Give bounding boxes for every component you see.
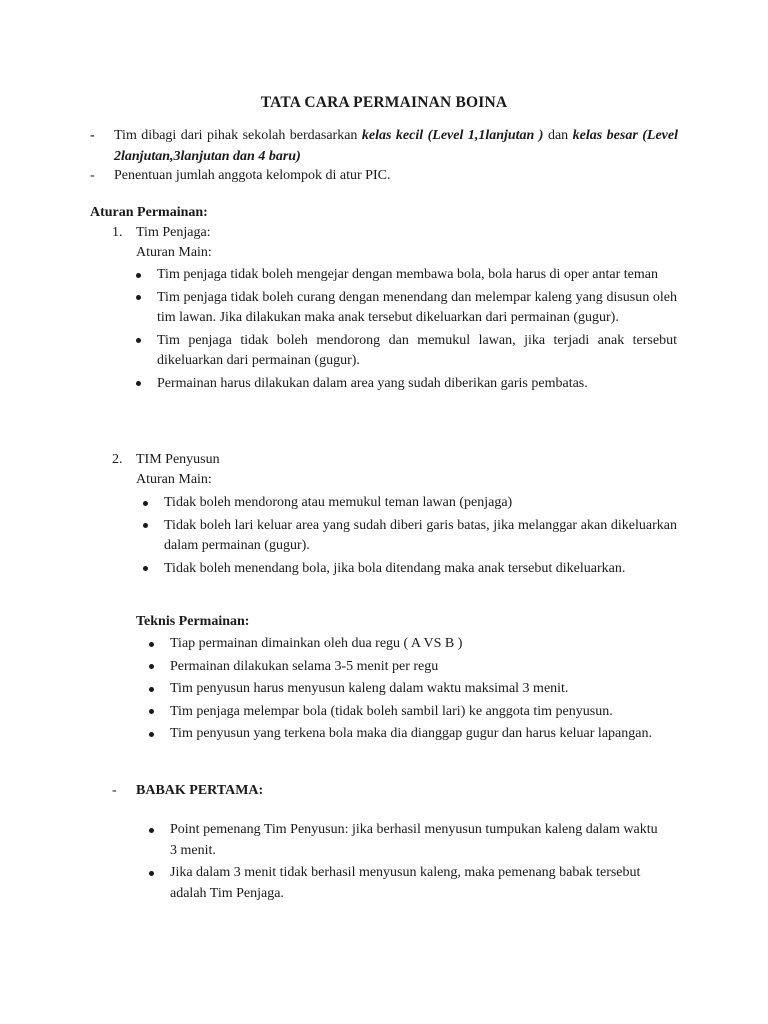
item-title: Tim Penjaga: [136,225,211,240]
list-item: Tim penjaga tidak boleh mengejar dengan membawa bola, bola harus di oper antar teman [157,265,677,286]
document-title: TATA CARA PERMAINAN BOINA [260,94,508,111]
item-subtitle: Aturan Main: [136,245,212,260]
dash-marker: - [90,168,95,183]
intro-text: Tim dibagi dari pihak sekolah berdasarkan [114,128,362,143]
item-number: 1. [112,225,123,240]
dash-marker: - [90,128,95,143]
bullet-icon [136,338,141,343]
dash-marker: - [112,783,117,798]
list-item: Tim penyusun yang terkena bola maka dia dianggap gugur dan harus keluar lapangan. [170,724,677,745]
bullet-icon [149,642,154,647]
list-item: Point pemenang Tim Penyusun: jika berhasil menyusun tumpukan kaleng dalam waktu 3 menit. [170,820,660,861]
list-item: Jika dalam 3 menit tidak berhasil menyusun kaleng, maka pemenang babak tersebut adalah Tim Penjaga. [170,863,660,904]
bullet-icon [149,828,154,833]
intro-emphasis-large-class: kelas besar (Level 2lanjutan,3lanjutan dan 4 baru) [114,128,678,164]
item-number: 2. [112,452,123,467]
rules-item-builder-team [112,452,220,468]
bullet-icon [149,664,154,669]
bullet-icon [143,523,148,528]
item-title: TIM Penyusun [136,452,220,467]
list-item: Tim penjaga melempar bola (tidak boleh sambil lari) ke anggota tim penyusun. [170,702,677,723]
list-item: Tim penjaga tidak boleh curang dengan menendang dan melempar kaleng yang disusun oleh tim lawan. Jika dilakukan maka anak tersebut dikeluarkan dari permainan (gugur). [157,288,677,329]
bullet-icon [136,381,141,386]
bullet-icon [143,566,148,571]
bullet-icon [149,732,154,737]
list-item: Permainan harus dilakukan dalam area yang sudah diberikan garis pembatas. [157,374,677,395]
bullet-icon [136,273,141,278]
bullet-icon [149,687,154,692]
list-item: Tiap permainan dimainkan oleh dua regu ( A VS B ) [170,634,677,655]
section-heading-technique: Teknis Permainan: [136,614,250,629]
list-item: Tidak boleh menendang bola, jika bola ditendang maka anak tersebut dikeluarkan. [164,559,677,580]
first-round-list [170,820,660,904]
list-item: Tidak boleh lari keluar area yang sudah diberi garis batas, jika melanggar akan dikeluarkan dalam permainan (gugur). [164,516,677,557]
intro-text: Penentuan jumlah anggota kelompok di atur PIC. [114,168,391,183]
guard-rules-list [157,265,677,394]
intro-line-team-division [90,125,678,167]
section-heading-first-round: BABAK PERTAMA: [136,783,264,798]
technique-list [170,634,677,745]
item-subtitle: Aturan Main: [136,472,212,487]
list-item: Tidak boleh mendorong atau memukul teman lawan (penjaga) [164,493,677,514]
rules-item-guard-team [112,225,211,241]
intro-text-and: dan [543,128,573,143]
section-heading-rules: Aturan Permainan: [90,205,208,220]
bullet-icon [149,709,154,714]
list-item: Tim penyusun harus menyusun kaleng dalam waktu maksimal 3 menit. [170,679,677,700]
builder-rules-list [164,493,677,579]
list-item: Tim penjaga tidak boleh mendorong dan memukul lawan, jika terjadi anak tersebut dikeluarkan dari permainan (gugur). [157,331,677,372]
intro-emphasis-small-class: kelas kecil (Level 1,1lanjutan ) [361,128,544,143]
list-item: Permainan dilakukan selama 3-5 menit per regu [170,657,677,678]
bullet-icon [143,501,148,506]
bullet-icon [136,295,141,300]
intro-line-member-count [90,165,678,186]
bullet-icon [149,871,154,876]
